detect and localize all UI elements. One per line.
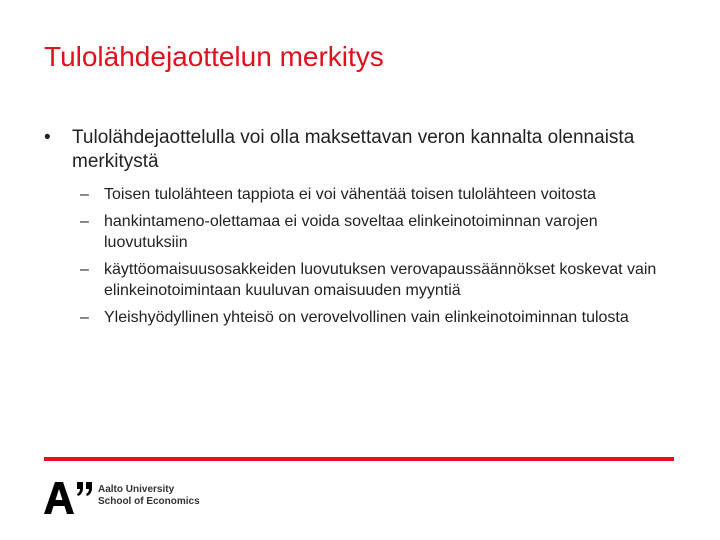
- sub-bullet-text: Yleishyödyllinen yhteisö on verovelvollinen vain elinkeinotoiminnan tulosta: [104, 309, 629, 326]
- footer-divider: [44, 457, 674, 461]
- sub-bullet-item: [80, 211, 684, 253]
- aalto-a-logo-icon: [44, 478, 96, 516]
- sub-bullet-list: [44, 184, 684, 328]
- sub-bullet-item: [80, 259, 684, 301]
- sub-bullet-marker: –: [80, 213, 89, 230]
- bullet-item: [44, 126, 684, 174]
- aalto-logo: [44, 478, 224, 518]
- sub-bullet-marker: –: [80, 261, 89, 278]
- sub-bullet-item: [80, 307, 684, 328]
- sub-bullet-text: Toisen tulolähteen tappiota ei voi vähentää toisen tulolähteen voitosta: [104, 186, 596, 203]
- logo-line-2: School of Economics: [98, 496, 200, 507]
- logo-wordmark: [98, 484, 200, 508]
- logo-line-1: Aalto University: [98, 484, 175, 495]
- bullet-marker: •: [44, 127, 51, 148]
- sub-bullet-item: [80, 184, 684, 205]
- sub-bullet-marker: –: [80, 186, 89, 203]
- bullet-text: Tulolähdejaottelulla voi olla maksettavan veron kannalta olennaista merkitystä: [72, 127, 635, 172]
- sub-bullet-text: hankintameno-olettamaa ei voida soveltaa elinkeinotoiminnan varojen luovutuksiin: [104, 213, 598, 251]
- slide-title: Tulolähdejaottelun merkitys: [44, 41, 384, 72]
- sub-bullet-marker: –: [80, 309, 89, 326]
- sub-bullet-text: käyttöomaisuusosakkeiden luovutuksen verovapaussäännökset koskevat vain elinkeinotoimintaan kuuluvan omaisuuden myyntiä: [104, 261, 657, 299]
- slide-content: [44, 126, 684, 334]
